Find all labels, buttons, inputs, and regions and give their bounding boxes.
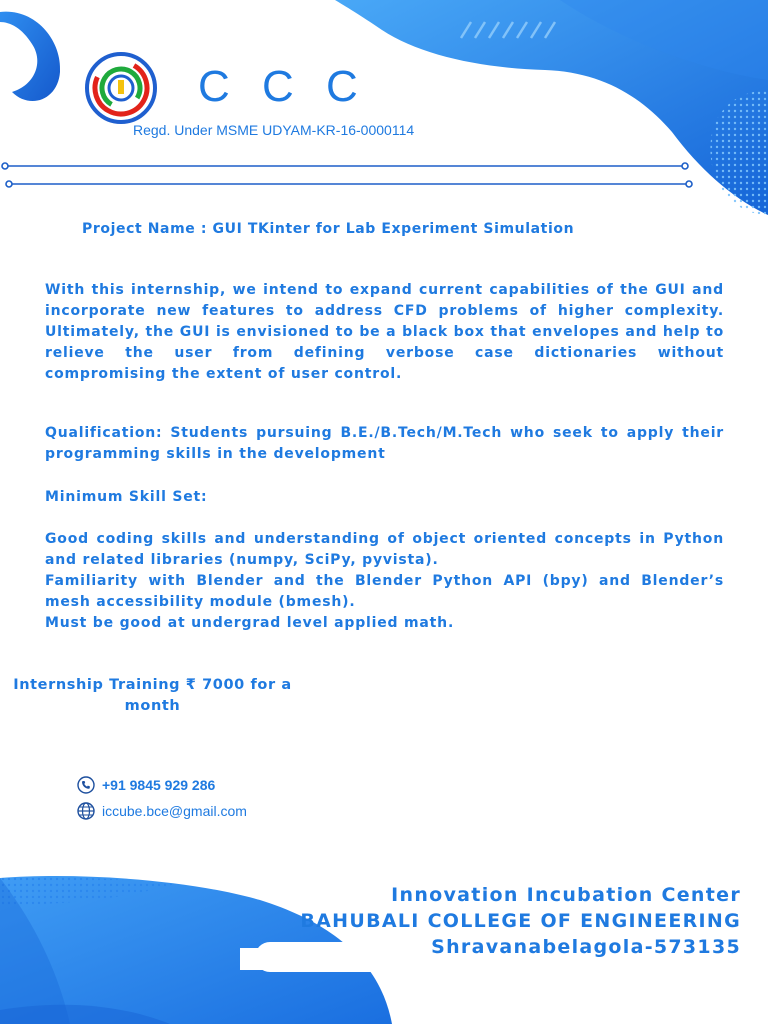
phone-contact[interactable]: [77, 775, 215, 795]
phone-icon: [77, 776, 95, 794]
qualification-paragraph: Qualification: Students pursuing B.E./B.Tech/M.Tech who seek to apply their programming skills in the development: [45, 425, 724, 462]
project-name: Project Name : GUI TKinter for Lab Experiment Simulation: [82, 221, 575, 237]
email-address[interactable]: iccube.bce@gmail.com: [102, 803, 247, 819]
footer-line-2: BAHUBALI COLLEGE OF ENGINEERING: [300, 910, 741, 932]
phone-number[interactable]: +91 9845 929 286: [102, 777, 216, 793]
registration-text: Regd. Under MSME UDYAM-KR-16-0000114: [133, 122, 415, 138]
fee-line-2: month: [124, 698, 181, 714]
skill-item: Good coding skills and understanding of object oriented concepts in Python and related libraries (numpy, SciPy, pyvista).: [45, 531, 724, 568]
fee-line-1: Internship Training ₹ 7000 for a: [13, 677, 292, 693]
footer-line-1: Innovation Incubation Center: [391, 884, 741, 906]
top-left-crescent: [0, 12, 60, 101]
skill-item: Familiarity with Blender and the Blender Python API (bpy) and Blender’s mesh accessibility module (bmesh).: [45, 573, 724, 610]
email-contact[interactable]: [77, 801, 247, 821]
footer-line-3: Shravanabelagola-573135: [431, 936, 741, 958]
footer-address: [300, 882, 741, 960]
skill-item: Must be good at undergrad level applied math.: [45, 615, 455, 631]
globe-icon: [77, 802, 95, 820]
brand-title: C C C: [198, 62, 368, 111]
skills-list: [45, 529, 724, 634]
ccc-logo: [85, 52, 157, 124]
internship-fee: [0, 675, 305, 717]
header-rules: [2, 163, 692, 187]
intro-paragraph: With this internship, we intend to expand current capabilities of the GUI and incorporate new features to address CFD problems of higher complexity. Ultimately, the GUI is envisioned to be a black box that envelopes and help to relieve the user from defining verbose case dictionaries without compromising the extent of user control.: [45, 282, 724, 382]
min-skill-heading: Minimum Skill Set:: [45, 489, 208, 505]
